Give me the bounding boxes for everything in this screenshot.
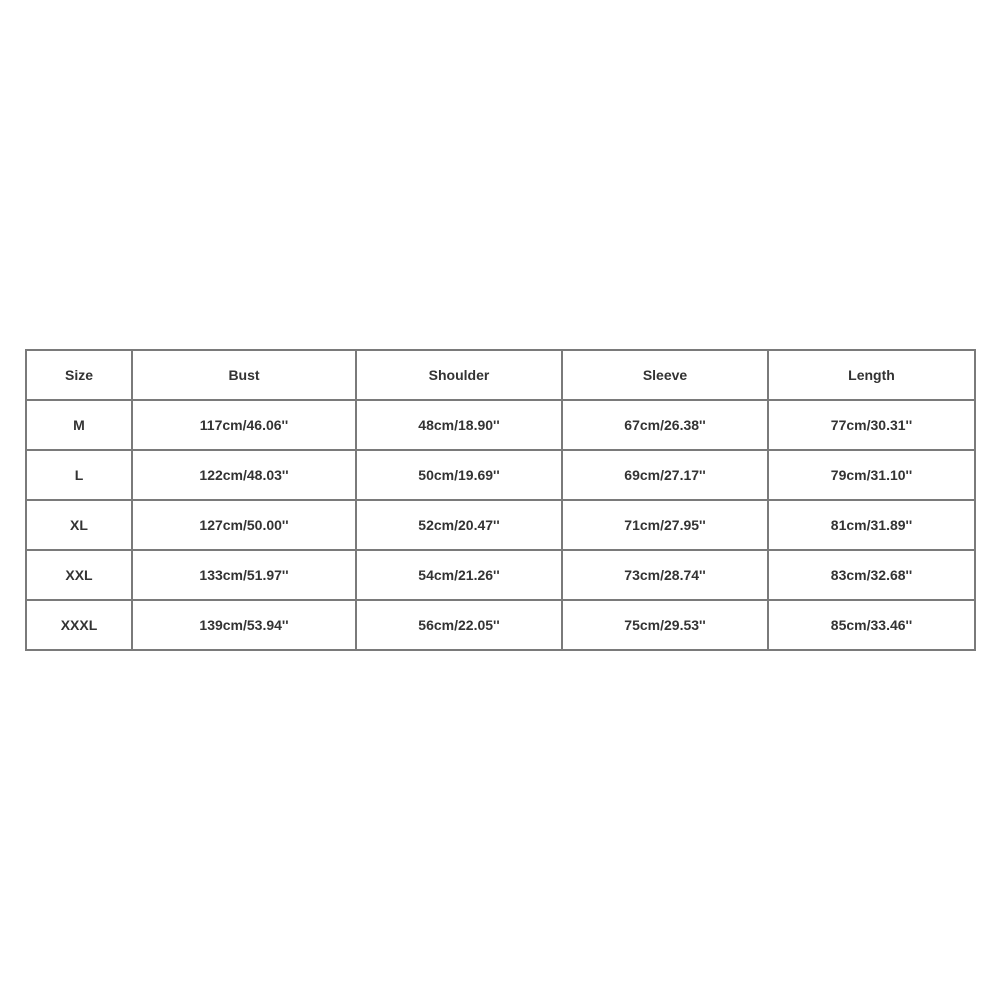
header-sleeve: Sleeve	[562, 350, 768, 400]
table-row	[26, 450, 975, 500]
cell-shoulder: 50cm/19.69''	[356, 450, 562, 500]
cell-size: XL	[26, 500, 132, 550]
cell-bust: 122cm/48.03''	[132, 450, 356, 500]
cell-length: 83cm/32.68''	[768, 550, 975, 600]
size-chart-table	[25, 349, 976, 651]
table-row	[26, 400, 975, 450]
cell-bust: 127cm/50.00''	[132, 500, 356, 550]
header-shoulder: Shoulder	[356, 350, 562, 400]
cell-shoulder: 48cm/18.90''	[356, 400, 562, 450]
header-bust: Bust	[132, 350, 356, 400]
cell-size: XXXL	[26, 600, 132, 650]
table-header-row	[26, 350, 975, 400]
cell-shoulder: 52cm/20.47''	[356, 500, 562, 550]
cell-size: XXL	[26, 550, 132, 600]
table-row	[26, 500, 975, 550]
cell-sleeve: 67cm/26.38''	[562, 400, 768, 450]
cell-length: 81cm/31.89''	[768, 500, 975, 550]
cell-length: 77cm/30.31''	[768, 400, 975, 450]
table-row	[26, 600, 975, 650]
cell-shoulder: 56cm/22.05''	[356, 600, 562, 650]
cell-size: L	[26, 450, 132, 500]
cell-length: 85cm/33.46''	[768, 600, 975, 650]
cell-sleeve: 75cm/29.53''	[562, 600, 768, 650]
cell-bust: 133cm/51.97''	[132, 550, 356, 600]
cell-shoulder: 54cm/21.26''	[356, 550, 562, 600]
cell-size: M	[26, 400, 132, 450]
header-length: Length	[768, 350, 975, 400]
cell-sleeve: 69cm/27.17''	[562, 450, 768, 500]
cell-bust: 117cm/46.06''	[132, 400, 356, 450]
cell-sleeve: 73cm/28.74''	[562, 550, 768, 600]
header-size: Size	[26, 350, 132, 400]
table-row	[26, 550, 975, 600]
cell-length: 79cm/31.10''	[768, 450, 975, 500]
cell-bust: 139cm/53.94''	[132, 600, 356, 650]
cell-sleeve: 71cm/27.95''	[562, 500, 768, 550]
